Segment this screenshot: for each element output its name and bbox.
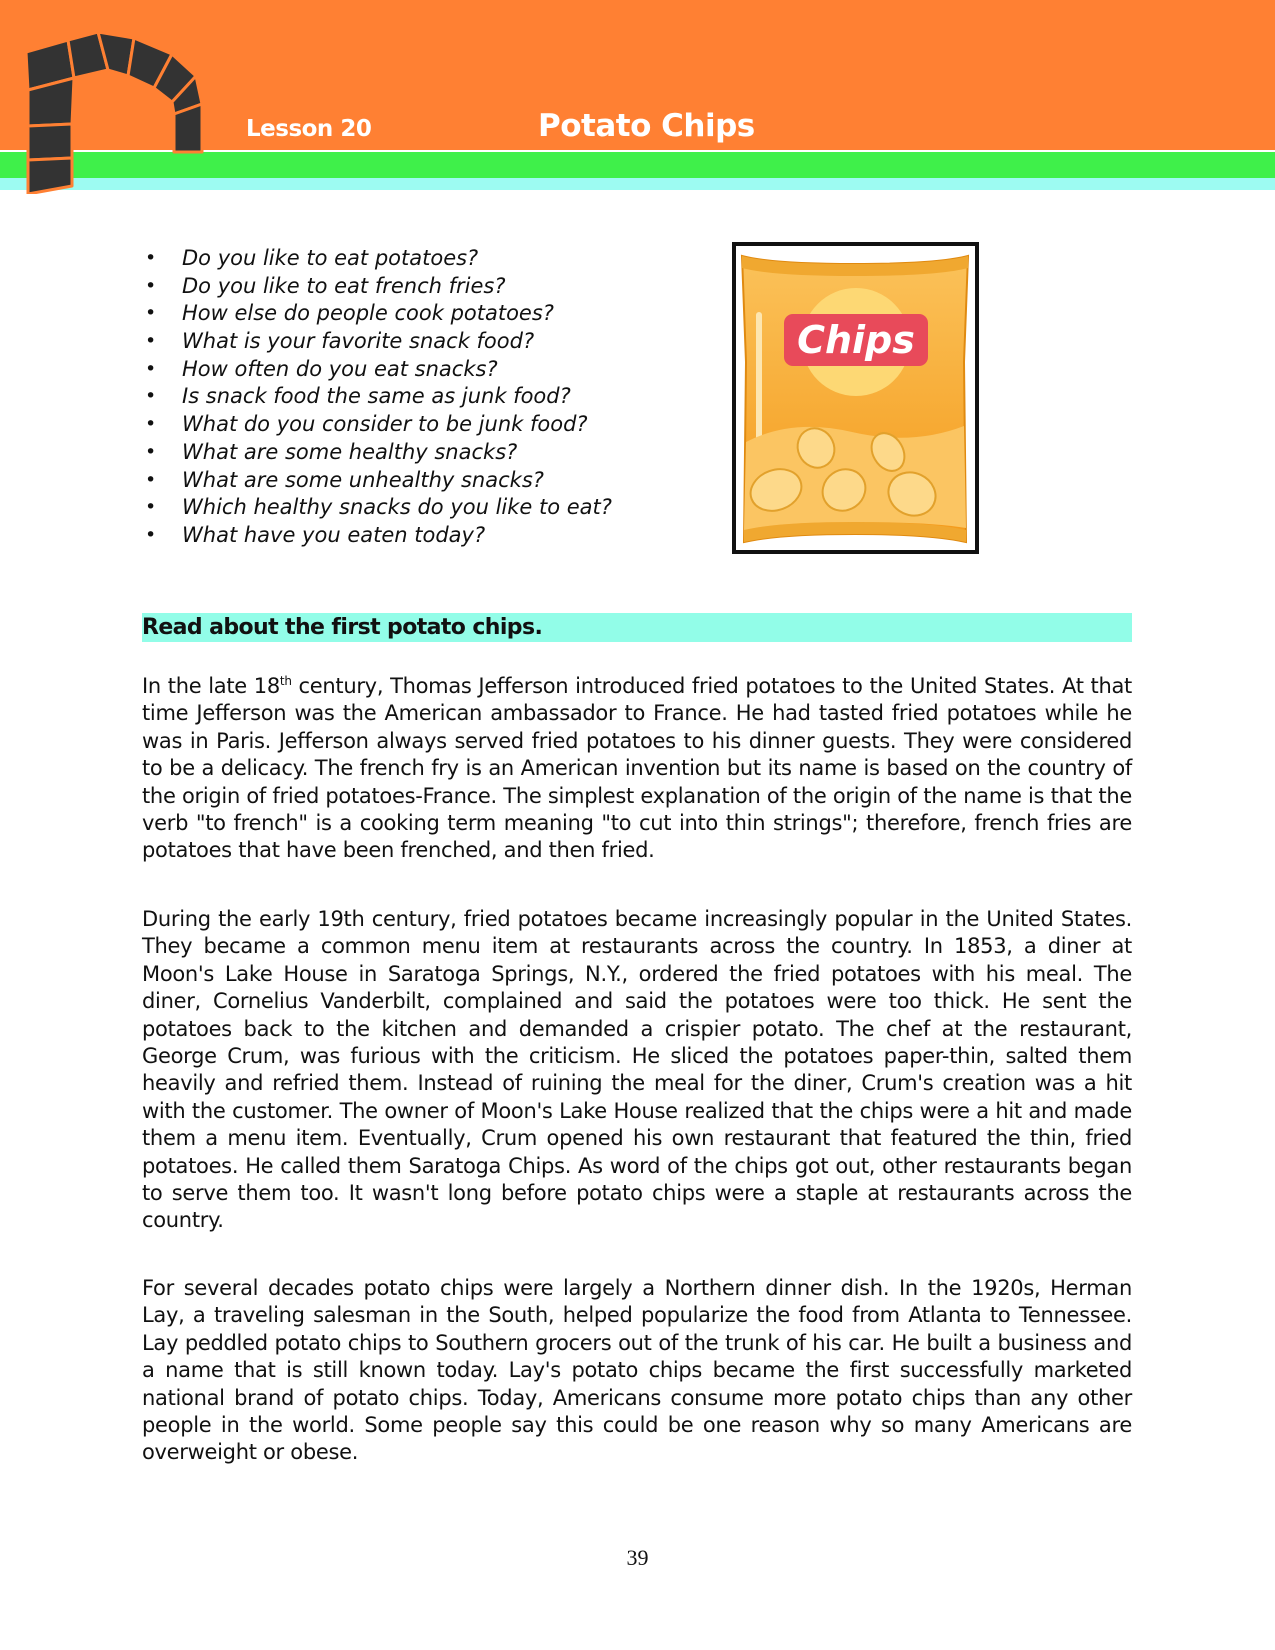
question-text: How else do people cook potatoes?: [182, 301, 554, 326]
question-item: [142, 411, 612, 439]
bullet-icon: •: [145, 385, 157, 408]
question-text: Do you like to eat potatoes?: [182, 246, 479, 270]
question-text: How often do you eat snacks?: [182, 356, 498, 381]
arch-logo-icon: [22, 28, 212, 194]
question-item: [142, 273, 612, 301]
reading-paragraph-1: In the late 18th century, Thomas Jefferson introduced fried potatoes to the United States. At that time Jefferson was the American ambassador to France. He had tasted fried potatoes while he was in Paris. Jefferson always served fried potatoes to his dinner guests. They were considered to be a delicacy. The french fry is an American invention but its name is based on the country of the origin of fried potatoes-France. The simplest explanation of the origin of the name is that the verb "to french" is a cooking term meaning "to cut into thin strings"; therefore, french fries are potatoes that have been frenched, and then fried.: [142, 674, 1132, 863]
question-item: [142, 383, 612, 411]
question-text: Is snack food the same as junk food?: [182, 384, 571, 409]
question-item: [142, 245, 612, 273]
question-text: What is your favorite snack food?: [182, 329, 535, 354]
chips-bag-icon: [732, 242, 979, 554]
chips-bag-label: Chips: [797, 318, 915, 362]
page-title: Potato Chips: [538, 108, 755, 144]
question-item: [142, 328, 612, 356]
question-text: Do you like to eat french fries?: [182, 273, 506, 298]
bullet-icon: •: [145, 440, 157, 463]
bullet-icon: •: [145, 330, 157, 353]
discussion-questions: [142, 245, 612, 550]
question-text: What do you consider to be junk food?: [182, 412, 588, 437]
bullet-icon: •: [145, 274, 157, 297]
bullet-icon: •: [145, 496, 157, 519]
bullet-icon: •: [145, 413, 157, 436]
question-text: What are some unhealthy snacks?: [182, 467, 544, 492]
bullet-icon: •: [145, 468, 157, 491]
question-item: [142, 439, 612, 467]
question-item: [142, 356, 612, 384]
question-text: What have you eaten today?: [182, 522, 486, 547]
reading-paragraph-3: For several decades potato chips were largely a Northern dinner dish. In the 1920s, Herman Lay, a traveling salesman in the South, helped popularize the food from Atlanta to Tennessee. Lay peddled potato chips to Southern grocers out of the trunk of his car. He built a business and a name that is still known today. Lay's potato chips became the first successfully marketed national brand of potato chips. Today, Americans consume more potato chips than any other people in the world. Some people say this could be one reason why so many Americans are overweight or obese.: [142, 1276, 1132, 1465]
section-heading: Read about the first potato chips.: [142, 613, 1132, 642]
question-text: Which healthy snacks do you like to eat?: [182, 495, 612, 520]
reading-paragraph-2: During the early 19th century, fried potatoes became increasingly popular in the United States. They became a common menu item at restaurants across the country. In 1853, a diner at Moon's Lake House in Saratoga Springs, N.Y., ordered the fried potatoes with his meal. The diner, Cornelius Vanderbilt, complained and said the potatoes were too thick. He sent the potatoes back to the kitchen and demanded a crispier potato. The chef at the restaurant, George Crum, was furious with the criticism. He sliced the potatoes paper-thin, salted them heavily and refried them. Instead of ruining the meal for the diner, Crum's creation was a hit with the customer. The owner of Moon's Lake House realized that the chips were a hit and made them a menu item. Eventually, Crum opened his own restaurant that featured the thin, fried potatoes. He called them Saratoga Chips. As word of the chips got out, other restaurants began to serve them too. It wasn't long before potato chips were a staple at restaurants across the country.: [142, 907, 1132, 1233]
question-text: What are some healthy snacks?: [182, 439, 518, 464]
bullet-icon: •: [145, 247, 157, 269]
bullet-icon: •: [145, 357, 157, 380]
bullet-icon: •: [145, 523, 157, 546]
question-item: [142, 494, 612, 522]
question-item: [142, 467, 612, 495]
page-number: 39: [626, 1545, 649, 1570]
question-item: [142, 522, 612, 550]
lesson-label: Lesson 20: [246, 116, 372, 142]
question-item: [142, 300, 612, 328]
bullet-icon: •: [145, 302, 157, 325]
